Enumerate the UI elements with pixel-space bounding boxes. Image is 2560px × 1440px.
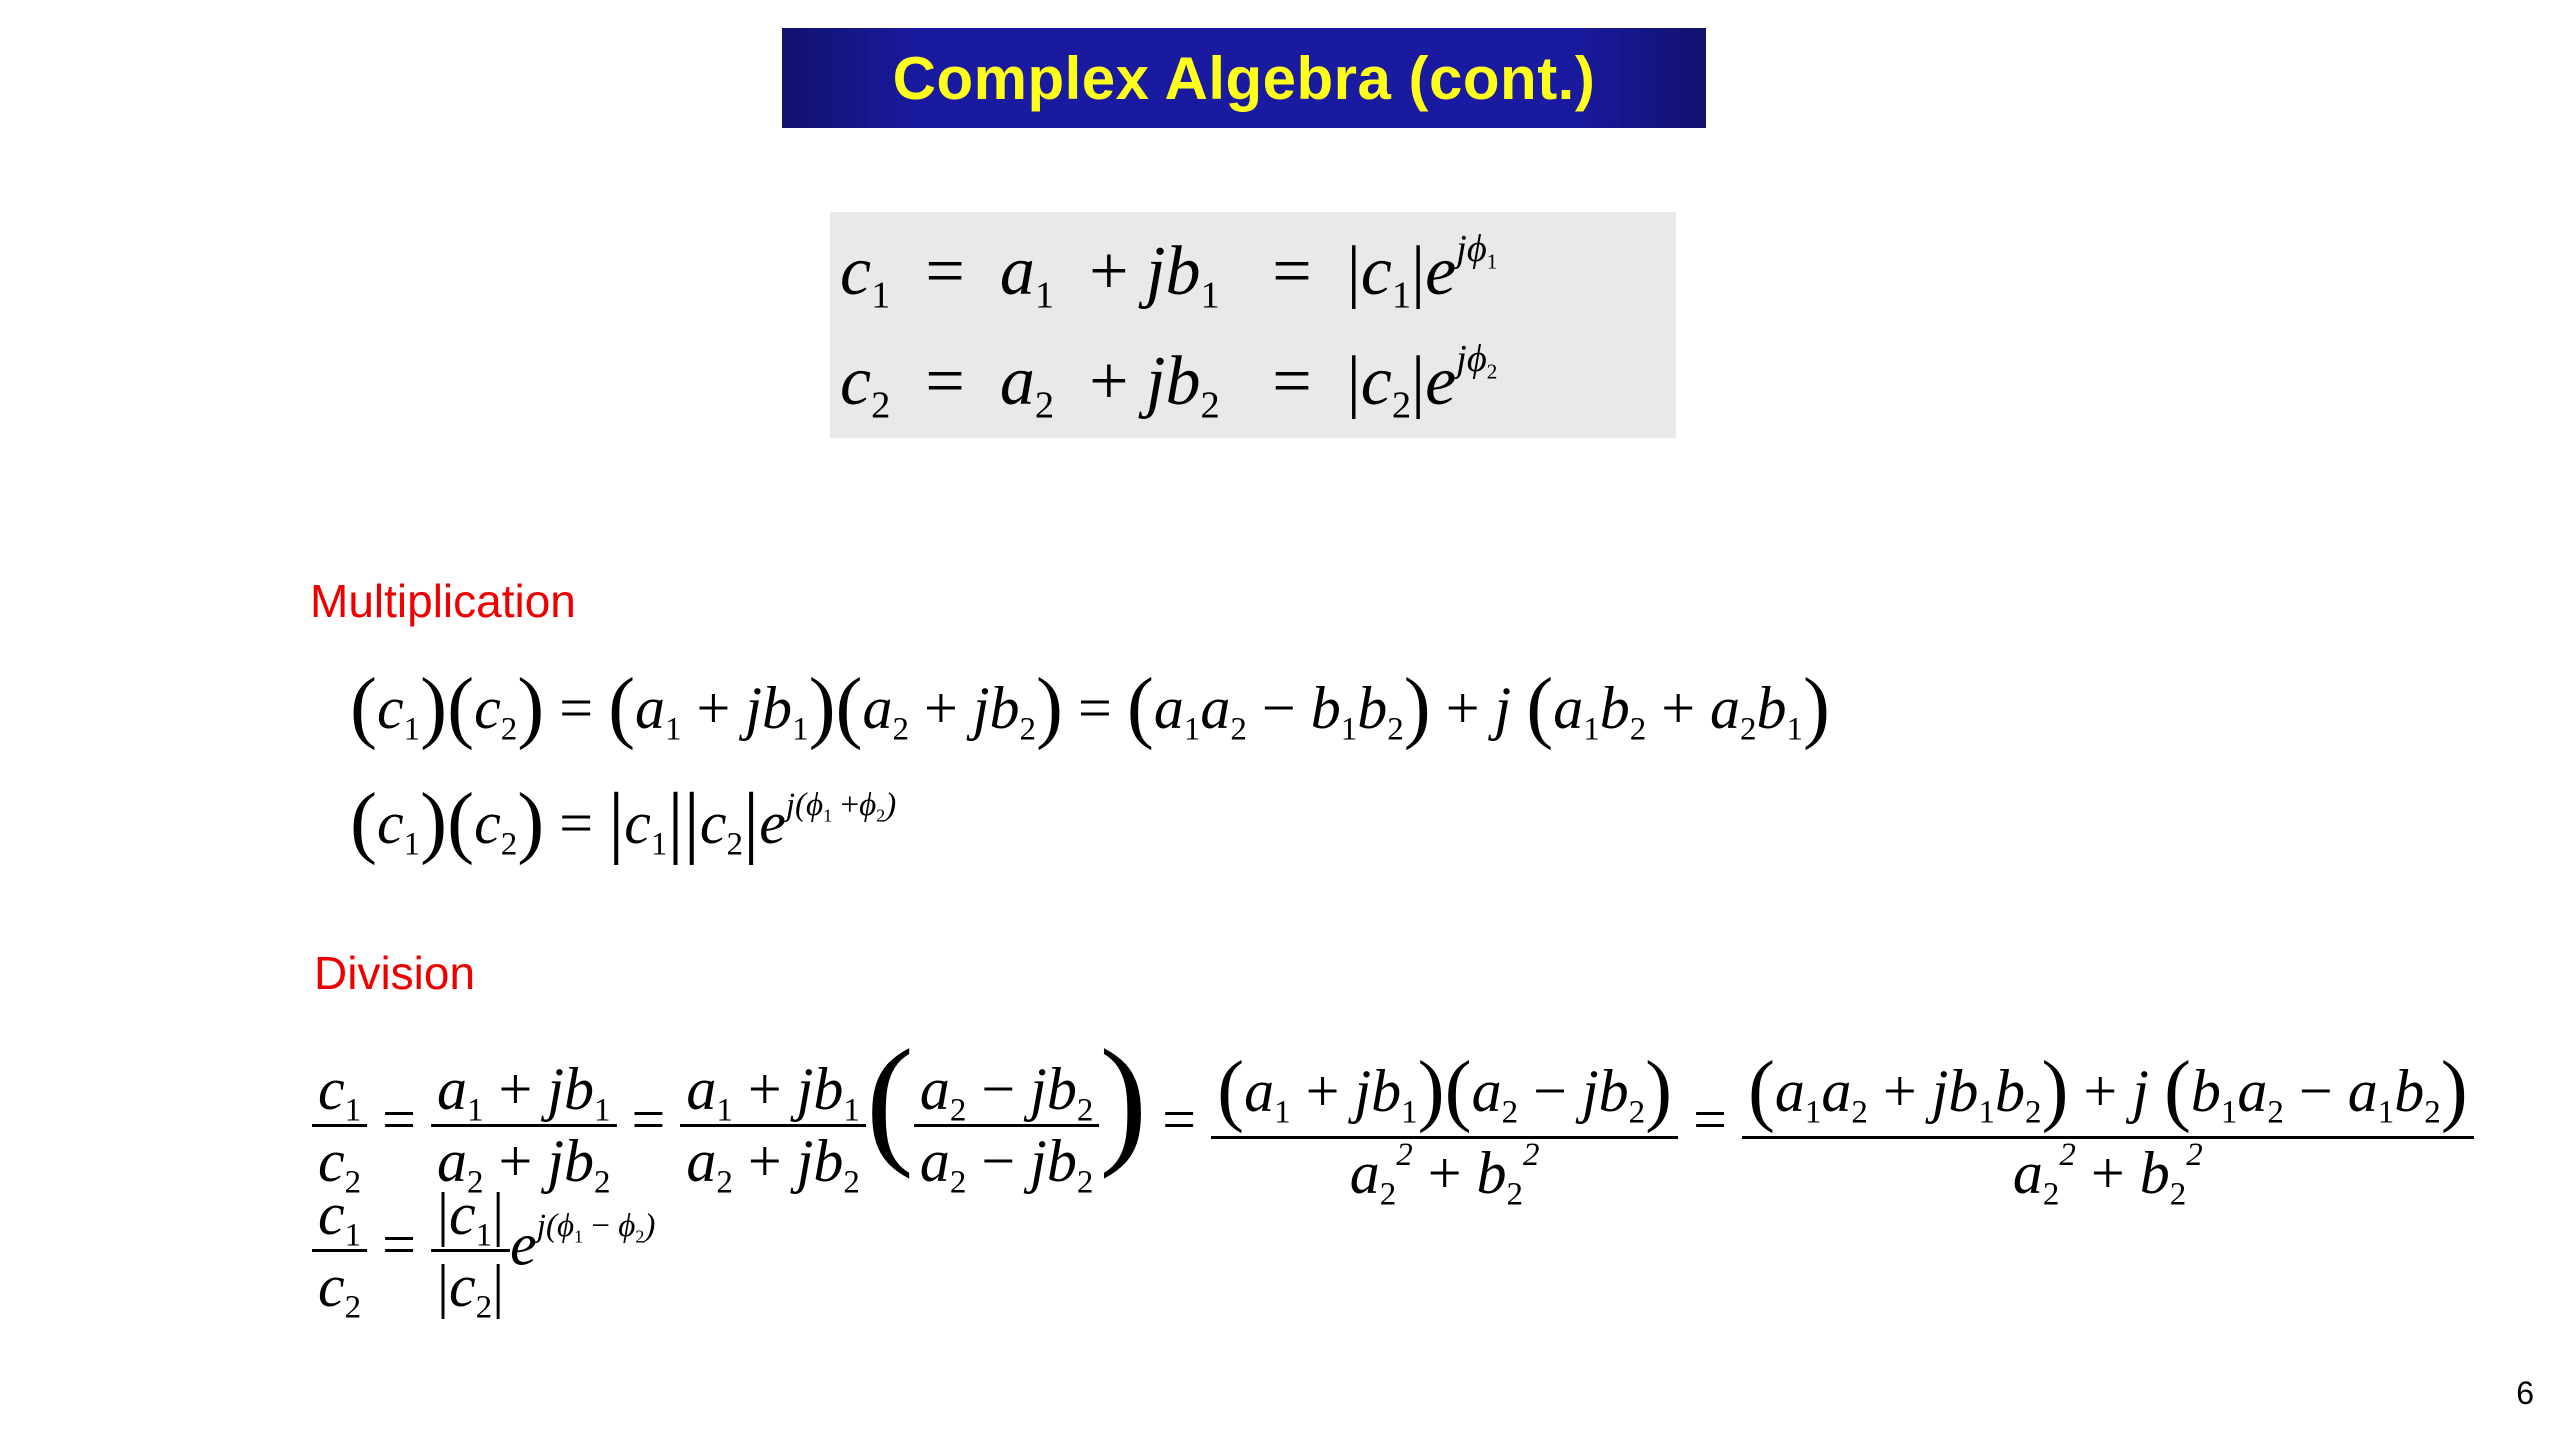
definition-c1: $c_1 = a_1 + jb_1$ = $|c_1|e^{j\phi_1}$ — [840, 228, 1498, 317]
multiplication-polar-equation: $(c_1)(c_2) = |c_1||c_2|e^{j(\phi_1 +\phi_2)}$ — [350, 776, 897, 866]
slide-title-banner — [782, 28, 1706, 128]
slide-title: Complex Algebra (cont.) — [892, 44, 1596, 112]
division-heading: Division — [314, 947, 476, 999]
definition-box — [830, 212, 1676, 438]
multiplication-rectangular-equation: $(c_1)(c_2) = (a_1 + jb_1)(a_2 + jb_2) = (a_1a_2 - b_1b_2) + j$ $(a_1b_2 + a_2b_1)$ — [350, 661, 1831, 751]
page-number: 6 — [2516, 1375, 2534, 1411]
division-polar-equation: $\frac{c_1}{c_2}$ = $\frac{|c_1|}{|c_2|}$ $e^{j(\phi_1 - \phi_2)}$ — [312, 1180, 655, 1321]
multiplication-heading: Multiplication — [310, 575, 576, 627]
division-rectangular-equation: $\frac{c_1}{c_2}$ = $\frac{a_1 + jb_1}{a_2 + jb_2}$ = $\frac{a_1 + jb_1}{a_2 + jb_2}$ ( $\frac{a_2 - jb_2}{a_2 - jb_2}$ ) = $\frac{(a_1 + jb_1)(a_2 - jb_2)}{a_2^2 + b_2^2}$ = $\frac{(a_1a_2 + jb_1b_2) + j (b_1a_2 - a_1b_2)}{a_2^2 + b_2^2}$ — [312, 1018, 2474, 1208]
definition-c2: $c_2 = a_2 + jb_2$ = $|c_2|e^{j\phi_2}$ — [840, 338, 1498, 427]
